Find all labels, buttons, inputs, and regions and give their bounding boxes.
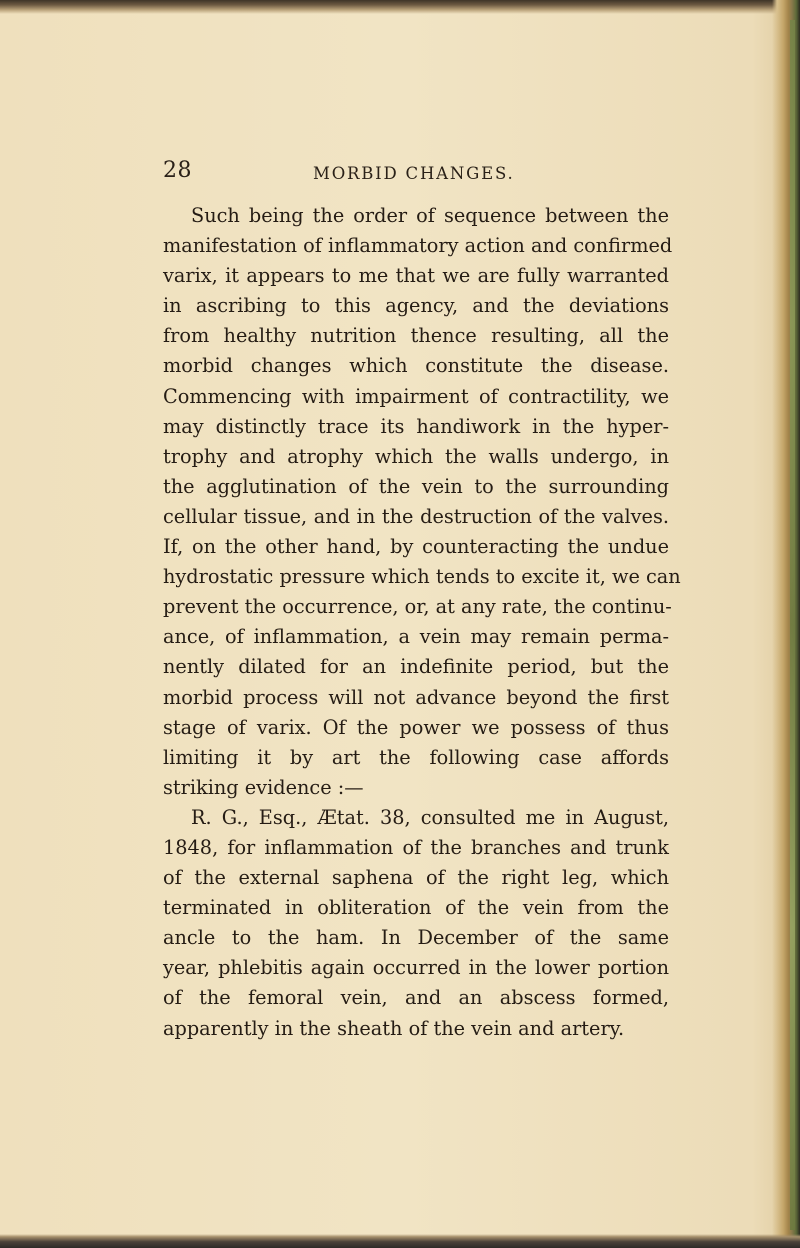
text-line: may distinctly trace its handiwork in the hyper- (163, 414, 669, 438)
page-bottom-edge (0, 1234, 800, 1248)
book-binding-edge (772, 0, 800, 1248)
text-line: year, phlebitis again occurred in the lower portion (163, 956, 669, 980)
body-text (163, 201, 681, 1044)
text-line: in ascribing to this agency, and the deviations (163, 294, 669, 318)
text-line: nently dilated for an indefinite period, but the (163, 655, 669, 679)
text-line: prevent the occurrence, or, at any rate, the continu- (163, 595, 672, 619)
text-line: If, on the other hand, by counteracting the undue (163, 535, 669, 559)
text-line: striking evidence :— (163, 775, 364, 799)
text-line: varix, it appears to me that we are fully warranted (163, 264, 669, 288)
text-line: Commencing with impairment of contractility, we (163, 384, 669, 408)
text-line: the agglutination of the vein to the surrounding (163, 474, 669, 498)
text-line: manifestation of inflammatory action and confirmed (163, 234, 673, 258)
text-line: ance, of inflammation, a vein may remain perma- (163, 625, 669, 649)
text-line: 1848, for inflammation of the branches and trunk (163, 835, 669, 859)
text-line: apparently in the sheath of the vein and artery. (163, 1016, 625, 1040)
text-line: morbid changes which constitute the disease. (163, 354, 669, 378)
text-line: terminated in obliteration of the vein from the (163, 896, 669, 920)
text-line: of the femoral vein, and an abscess formed, (163, 986, 669, 1010)
text-line: R. G., Esq., Ætat. 38, consulted me in August, (191, 805, 669, 829)
text-line: from healthy nutrition thence resulting, all the (163, 324, 669, 348)
text-line: morbid process will not advance beyond the first (163, 685, 669, 709)
text-line: stage of varix. Of the power we possess of thus (163, 715, 669, 739)
binding-cloth-stripe (790, 20, 795, 1230)
page-number: 28 (163, 158, 192, 183)
page-header (163, 158, 703, 192)
text-line: trophy and atrophy which the walls undergo, in (163, 444, 669, 468)
running-head: MORBID CHANGES. (313, 164, 515, 183)
text-line: ancle to the ham. In December of the same (163, 926, 669, 950)
text-line: limiting it by art the following case affords (163, 745, 669, 769)
text-line: of the external saphena of the right leg, which (163, 866, 669, 890)
page-top-edge (0, 0, 800, 14)
text-line: hydrostatic pressure which tends to excite it, we can (163, 565, 681, 589)
text-line: cellular tissue, and in the destruction of the valves. (163, 504, 669, 528)
text-line: Such being the order of sequence between the (191, 204, 669, 227)
